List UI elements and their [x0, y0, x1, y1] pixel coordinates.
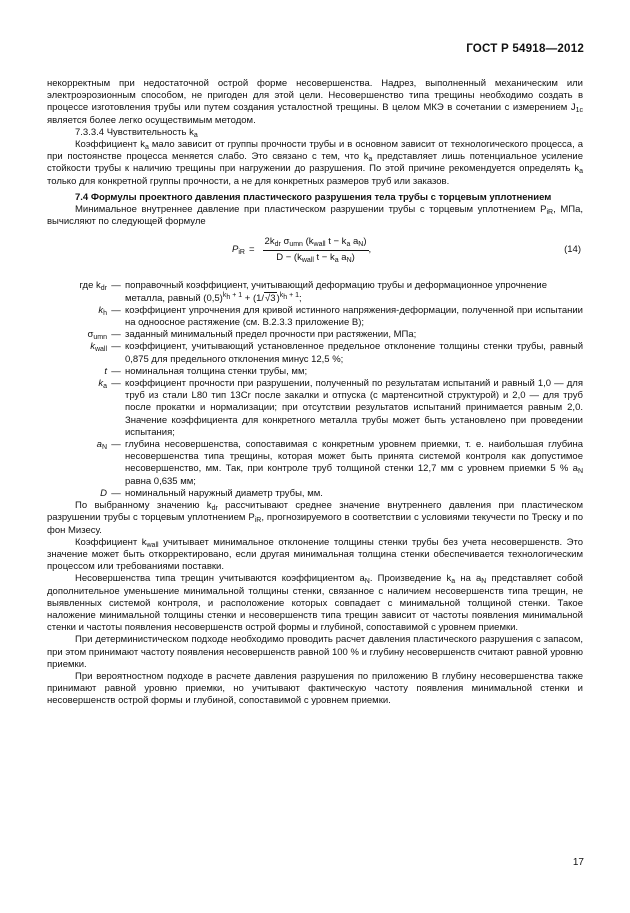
definition-symbol: $k_a$ [98, 378, 107, 391]
subsection-heading-7334: 7.3.3.4 Чувствительность $k_a$ [75, 126, 198, 139]
definition-ka: $k_a$ — коэффициент прочности при разрушении, полученный по результатам испытаний и равный 1,0 — для труб из стали L80 тип 13Cr после закалки и отпуска (с мартенситной структурой) и 2,0 — для труб после прокатки и нормализации; при отсутствии результатов испытаний принимается равным 2,0. Значение коэффициента для конкретного металла трубы может быть установлено при проведении испытания; [47, 378, 583, 439]
definition-text: глубина несовершенства, сопоставимая с конкретным уровнем приемки, т. е. наибольшая глубина несовершенства типа трещины, которая может быть принята системой контроля как допустимое несовершенство, мм. Так, при контроле труб толщиной стенки 12,7 мм с уровнем приемки 5 % $a_N$ равна 0,635 мм; [125, 439, 583, 487]
definition-t: t — номинальная толщина стенки трубы, мм; [47, 366, 583, 378]
definition-text: коэффициент упрочнения для кривой истинного напряжения-деформации, полученной при испытании на одноосное растяжение (см. В.2.3.3 приложение В); [125, 304, 583, 329]
definition-kdr-value [47, 293, 583, 305]
definition-text: коэффициент, учитывающий установленное предельное отклонение толщины стенки трубы, равный 0,875 для предельного отклонения минус 12,5 %; [125, 341, 583, 365]
definition-symbol: $k_h$ [98, 304, 107, 317]
sensitivity-paragraph: Коэффициент $k_a$ мало зависит от группы прочности трубы и в основном зависит от технологического процесса, а при постоянстве процесса меняется слабо. Это связано с тем, что $k_a$ представляет лишь потенциальное усиление стойкости трубы к наличию трещины при нагружении до разрушения. По этой причине рекомендуется определять $k_a$ только для конкретной группы прочности, а не для конкретных размеров труб или заказов. [47, 139, 583, 187]
formula-body [232, 236, 371, 263]
formula-numerator: $2k_{dr}$ $\sigma_{umn}$ ($k_{wall}$ $t - k_a$ $a_N$) [263, 236, 369, 250]
formula-comma: , [368, 244, 372, 256]
definition-text: металла, равный $(0,5)^{k_h + 1} + (1/√3)^{k_h + 1}$; [125, 291, 302, 304]
formula-lhs: $P_{iR}$ [232, 244, 245, 257]
kdr-selection-paragraph: По выбранному значению $k_{dr}$ рассчитывают среднее значение внутреннего давления при пластическом разрушении трубы с торцевым уплотнением $P_{iR}$, прогнозируемого в соответствии с условиями текучести по Треску и по фон Мизесу. [47, 500, 583, 536]
definition-text: коэффициент прочности при разрушении, полученный по результатам испытаний и равный 1,0 — для труб из стали L80 тип 13Cr после закалки и отпуска (с мартенситной структурой) и 2,0 — для труб после прокатки и нормализации; при отсутствии результатов испытаний принимается равным 2,0. Значение коэффициента для конкретного металла трубы может быть установлено при проведении испытания; [125, 378, 583, 438]
definition-sigma-umn: $\sigma_{umn}$ — заданный минимальный предел прочности при растяжении, МПа; [47, 329, 583, 341]
definition-text: поправочный коэффициент, учитывающий деформацию трубы и деформационное упрочнение [125, 280, 548, 292]
definitions-list [47, 280, 583, 500]
intro-paragraph: некорректным при недостаточной острой форме несовершенства. Надрез, выполненный механическим или электроэрозионным способом, не пригоден для этой цели. Несовершенство типа трещины необходимо создать в процессе изготовления трубы или путем создания усталостной трещины. В целом МКЭ в сочетании с измерением $J_{1c}$ является более легко осуществимым методом. [47, 78, 583, 126]
formula-fraction [263, 236, 369, 263]
definition-symbol: t [104, 365, 107, 377]
definition-text: номинальная толщина стенки трубы, мм; [125, 365, 308, 377]
deterministic-paragraph: При детерминистическом подходе необходимо проводить расчет давления пластического разрушения с запасом, при этом принимают частоту появления несовершенств равной 100 % и глубину несовершенств считают равной уровню приемки. [47, 634, 583, 670]
page-number: 17 [572, 857, 584, 868]
definition-kdr: где $k_{dr}$ — поправочный коэффициент, учитывающий деформацию трубы и деформационное упрочнение [47, 280, 583, 292]
probabilistic-paragraph: При вероятностном подходе в расчете давления разрушения по приложению В глубину несовершенства также принимают равной уровню приемки, но учитывают фактическую частоту появления минимальной стенки и несовершенств острой формы и глубиной, сопоставимой с уровнем приемки. [47, 670, 583, 707]
definition-symbol: $\sigma_{umn}$ [87, 329, 107, 342]
definition-kh: $k_h$ — коэффициент упрочнения для кривой истинного напряжения-деформации, полученной при испытании на одноосное растяжение (см. В.2.3.3 приложение В); [47, 305, 583, 329]
sqrt-symbol: √3 [265, 292, 276, 304]
definition-kwall: $k_{wall}$ — коэффициент, учитывающий установленное предельное отклонение толщины стенки трубы, равный 0,875 для предельного отклонения минус 12,5 %; [47, 341, 583, 365]
formula-number: (14) [564, 244, 581, 256]
definition-symbol: $a_N$ [96, 439, 107, 452]
crack-imperfection-paragraph: Несовершенства типа трещин учитываются коэффициентом $a_N$. Произведение $k_a$ на $a_N$ представляет собой дополнительное уменьшение минимальной толщины стенки, связанное с наличием несовершенств типа трещин, не выявленных системой контроля, и расположение которых совпадает с минимальной толщиной стенки. Такое наложение минимальной толщины стенки и несовершенств типа трещин зависит от частоты появления минимальной стенки и частоты появления несовершенств острой формы и глубиной, сопоставимой с уровнем приемки. [47, 573, 583, 634]
kwall-paragraph: Коэффициент $k_{wall}$ учитывает минимальное отклонение толщины стенки трубы без учета несовершенств. Это значение может быть откорректировано, если другая минимальная толщина стенки обеспечивается технологическим процессом или требованиями поставки. [47, 536, 583, 573]
definition-symbol: $k_{wall}$ [90, 341, 107, 354]
standard-header: ГОСТ Р 54918—2012 [466, 42, 584, 55]
definition-symbol: D [100, 487, 107, 499]
section-74-intro: Минимальное внутреннее давление при пластическом разрушении трубы с торцевым уплотнением $P_{iR}$, МПа, вычисляют по следующей формуле [47, 204, 583, 228]
definition-D: D — номинальный наружный диаметр трубы, мм. [47, 488, 583, 500]
formula-14 [47, 232, 583, 276]
definition-text: заданный минимальный предел прочности при растяжении, МПа; [125, 329, 417, 341]
definition-symbol: где $k_{dr}$ [79, 280, 107, 293]
document-body [47, 78, 583, 708]
formula-denominator: $D - (k_{wall}$ $t - k_a$ $a_N$) [276, 251, 355, 264]
formula-equals: = [248, 244, 255, 256]
definition-text: номинальный наружный диаметр трубы, мм. [125, 487, 323, 499]
section-heading-74: 7.4 Формулы проектного давления пластического разрушения тела трубы с торцевым уплотнением [75, 191, 552, 203]
definition-an: $a_N$ — глубина несовершенства, сопоставимая с конкретным уровнем приемки, т. е. наибольшая глубина несовершенства типа трещины, которая может быть принята системой контроля как допустимое несовершенство, мм. Так, при контроле труб толщиной стенки 12,7 мм с уровнем приемки 5 % $a_N$ равна 0,635 мм; [47, 439, 583, 488]
